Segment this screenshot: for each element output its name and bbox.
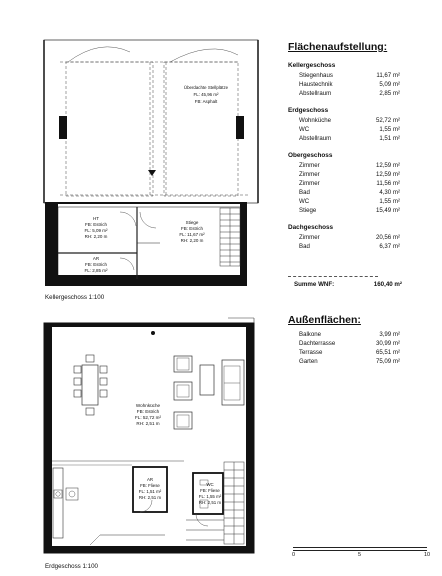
outdoor-row [288,357,400,366]
basement-storage-name: AR [92,256,100,261]
area-value: 2,85 m² [379,90,400,97]
ground-storage-name: AR [146,477,154,482]
area-row [288,197,400,206]
area-room: Zimmer [299,171,320,178]
area-room: Bad [299,189,310,196]
basement-storage-floor: FB: Estrich [84,262,108,267]
area-room: Stiege [299,207,317,214]
area-row [288,242,400,251]
area-room: Abstellraum [299,135,332,142]
ground-storage-area: FL: 1,51 m² [138,489,162,494]
area-room: Zimmer [299,180,320,187]
parking-area: FL: 45,96 m² [193,92,219,97]
total-row [294,281,402,288]
area-row [288,80,400,89]
area-summary-panel [288,41,400,251]
area-row [288,206,400,215]
area-value: 12,59 m² [375,162,400,169]
area-value: 11,67 m² [376,72,400,79]
basement-stair-area: FL: 11,67 m² [179,232,205,237]
area-group-title: Kellergeschoss [288,62,336,69]
total-divider [288,276,378,277]
area-row [288,71,400,80]
outdoor-value: 30,99 m² [375,340,400,347]
area-room: WC [299,126,310,133]
wc-floor: FB: Fliese [200,488,220,493]
area-room: WC [299,198,310,205]
scale-end: 10 [424,552,431,558]
outdoor-room: Terrasse [299,349,323,356]
wc-name: WC [206,482,214,487]
scale-bar [293,547,427,551]
area-room: Stiegenhaus [299,72,333,79]
outdoor-rows [288,330,400,366]
wc-height: RH: 2,51 m [198,500,222,505]
outdoor-room: Balkone [299,331,322,338]
technik-area: FL: 5,09 m² [84,228,108,233]
outdoor-value: 3,99 m² [379,331,400,338]
outdoor-row [288,339,400,348]
area-value: 1,55 m² [379,126,400,133]
area-value: 1,51 m² [379,135,400,142]
area-value: 1,55 m² [379,198,400,205]
area-room: Haustechnik [299,81,333,88]
living-height: RH: 2,51 m [136,421,160,426]
area-value: 12,59 m² [375,171,400,178]
outdoor-row [288,348,400,357]
total-value: 160,40 m² [373,281,402,288]
area-room: Zimmer [299,234,320,241]
area-value: 5,09 m² [379,81,400,88]
basement-stair-height: RH: 2,20 m [180,238,204,243]
area-row [288,170,400,179]
area-value: 6,37 m² [379,243,400,250]
area-value: 52,72 m² [375,117,400,124]
outdoor-panel [288,314,400,366]
area-summary-title: Flächenaufstellung: [288,41,388,53]
outdoor-room: Dachterrasse [299,340,336,347]
ground-floor-caption: Erdgeschoss 1:100 [45,563,98,570]
parking-floor: FB: Asphalt [194,99,218,104]
area-value: 15,49 m² [375,207,400,214]
ground-storage-floor: FB: Fliese [140,483,160,488]
area-group-title: Erdgeschoss [288,107,329,114]
technik-floor: FB: Estrich [84,222,108,227]
outdoor-value: 75,09 m² [375,358,400,365]
basement-caption: Kellergeschoss 1:100 [45,294,105,301]
basement-storage-height: RH: 2,20 m [84,274,108,279]
living-name: Wohnküche [135,403,161,408]
area-room: Wohnküche [299,117,332,124]
area-room: Bad [299,243,310,250]
scale-mid: 5 [358,552,362,558]
basement-stair-floor: FB: Estrich [180,226,204,231]
total-label: Summe WNF: [294,281,335,288]
basement-storage-area: FL: 2,85 m² [84,268,108,273]
area-row [288,125,400,134]
outdoor-title: Außenflächen: [288,314,361,326]
area-row [288,134,400,143]
area-value: 11,56 m² [376,180,400,187]
area-row [288,233,400,242]
technik-name: HT [93,216,99,221]
living-area: FL: 52,72 m² [134,415,162,420]
area-row [288,179,400,188]
area-room: Abstellraum [299,90,332,97]
outdoor-value: 65,51 m² [375,349,400,356]
outdoor-room: Garten [299,358,318,365]
area-group-title: Obergeschoss [288,152,333,159]
technik-height: RH: 2,20 m [84,234,108,239]
scale-start: 0 [292,552,296,558]
ground-floor-plan [44,318,254,553]
area-value: 20,56 m² [375,234,400,241]
area-row [288,188,400,197]
area-room: Zimmer [299,162,320,169]
basement-stair-name: Stiege [185,220,199,225]
area-groups [288,62,400,251]
ground-storage-height: RH: 2,51 m [138,495,162,500]
parking-name: Überdachte Stellplätze [183,85,229,90]
area-group-title: Dachgeschoss [288,224,334,231]
outdoor-row [288,330,400,339]
basement-floor-plan [44,40,258,285]
living-floor: FB: Estrich [136,409,160,414]
area-value: 4,30 m² [379,189,400,196]
wc-area: FL: 1,55 m² [198,494,222,499]
area-row [288,116,400,125]
area-row [288,89,400,98]
area-row [288,161,400,170]
